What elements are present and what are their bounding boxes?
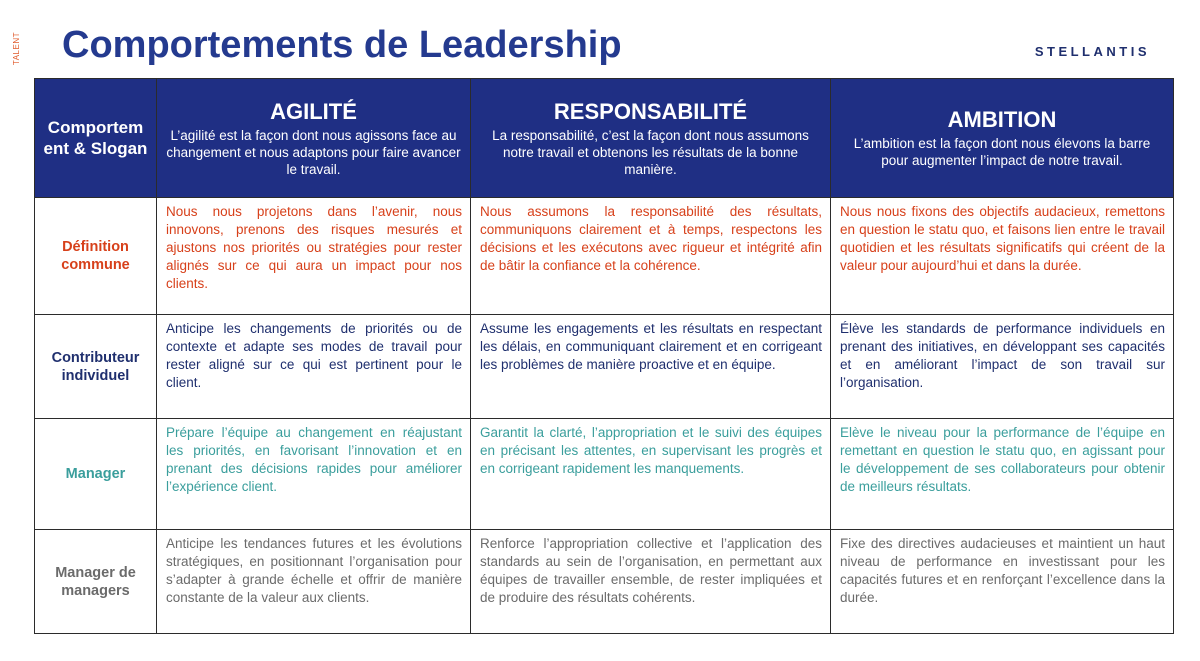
row-label: Définition commune bbox=[35, 198, 157, 315]
table-row-manager-de-managers bbox=[35, 530, 1174, 634]
table-row-definition bbox=[35, 198, 1174, 315]
page-title: Comportements de Leadership bbox=[62, 24, 622, 66]
row-label: Contributeur individuel bbox=[35, 315, 157, 419]
table-cell: Anticipe les tendances futures et les évolutions stratégiques, en positionnant l’organisation pour s’adapter à grande échelle et offrir de manière constante de la valeur aux clients. bbox=[157, 530, 471, 634]
table-row-contributeur bbox=[35, 315, 1174, 419]
column-description: La responsabilité, c’est la façon dont nous assumons notre travail et obtenons les résultats de la bonne manière. bbox=[492, 127, 809, 177]
table-row-manager bbox=[35, 419, 1174, 530]
row-label: Manager bbox=[35, 419, 157, 530]
table-cell: Anticipe les changements de priorités ou de contexte et adapte ses modes de travail pour rester aligné sur ce qui est pertinent pour le client. bbox=[157, 315, 471, 419]
table-cell: Nous assumons la responsabilité des résultats, communiquons clairement et à temps, respectons les décisions et les exécutons avec rigueur et intégrité afin de bâtir la confiance et la cohérence. bbox=[471, 198, 831, 315]
column-title: RESPONSABILITÉ bbox=[553, 98, 748, 124]
table-cell: Nous nous projetons dans l’avenir, nous innovons, prenons des risques mesurés et ajustons nos priorités ou stratégies pour rester alignés sur ce qui aura un impact pour nos clients. bbox=[157, 198, 471, 315]
column-description: L’agilité est la façon dont nous agissons face au changement et nous adaptons pour faire avancer le travail. bbox=[166, 127, 461, 177]
column-header-ambition bbox=[831, 79, 1174, 198]
table-cell: Prépare l’équipe au changement en réajustant les priorités, en favorisant l’innovation et en prenant des décisions rapides pour améliorer l’expérience client. bbox=[157, 419, 471, 530]
table-cell: Nous nous fixons des objectifs audacieux, remettons en question le statu quo, et faisons lien entre le travail quotidien et les résultats significatifs qui créent de la valeur pour aujourd’hui et dans la durée. bbox=[831, 198, 1174, 315]
table-cell: Élève les standards de performance individuels en prenant des initiatives, en développant ses capacités et en améliorant l’impact de son travail sur l’organisation. bbox=[831, 315, 1174, 419]
column-header-agilite bbox=[157, 79, 471, 198]
table-header-row bbox=[35, 79, 1174, 198]
table-cell: Fixe des directives audacieuses et maintient un haut niveau de performance en investissant pour les capacités futures et en renforçant l’excellence dans la durée. bbox=[831, 530, 1174, 634]
corner-header: Comportem ent & Slogan bbox=[35, 79, 157, 198]
leadership-table bbox=[34, 78, 1174, 634]
side-tag: TALENT bbox=[12, 32, 21, 66]
table-cell: Elève le niveau pour la performance de l’équipe en remettant en question le statu quo, en agissant pour le développement de ses collaborateurs pour obtenir de meilleurs résultats. bbox=[831, 419, 1174, 530]
table-cell: Assume les engagements et les résultats en respectant les délais, en communiquant clairement et en corrigeant les problèmes de manière proactive et en équipe. bbox=[471, 315, 831, 419]
brand-logo: STELLANTIS bbox=[1034, 44, 1150, 59]
column-header-responsabilite bbox=[471, 79, 831, 198]
column-title: AGILITÉ bbox=[270, 98, 357, 124]
row-label: Manager de managers bbox=[35, 530, 157, 634]
table-cell: Garantit la clarté, l’appropriation et le suivi des équipes en précisant les attentes, en supervisant les progrès et en corrigeant rapidement les manquements. bbox=[471, 419, 831, 530]
table-cell: Renforce l’appropriation collective et l’application des standards au sein de l’organisation, en permettant aux équipes de travailler ensemble, de rester impliquées et de produire des résultats cohérents. bbox=[471, 530, 831, 634]
column-description: L’ambition est la façon dont nous élevons la barre pour augmenter l’impact de notre travail. bbox=[853, 136, 1151, 168]
column-title: AMBITION bbox=[947, 107, 1057, 132]
